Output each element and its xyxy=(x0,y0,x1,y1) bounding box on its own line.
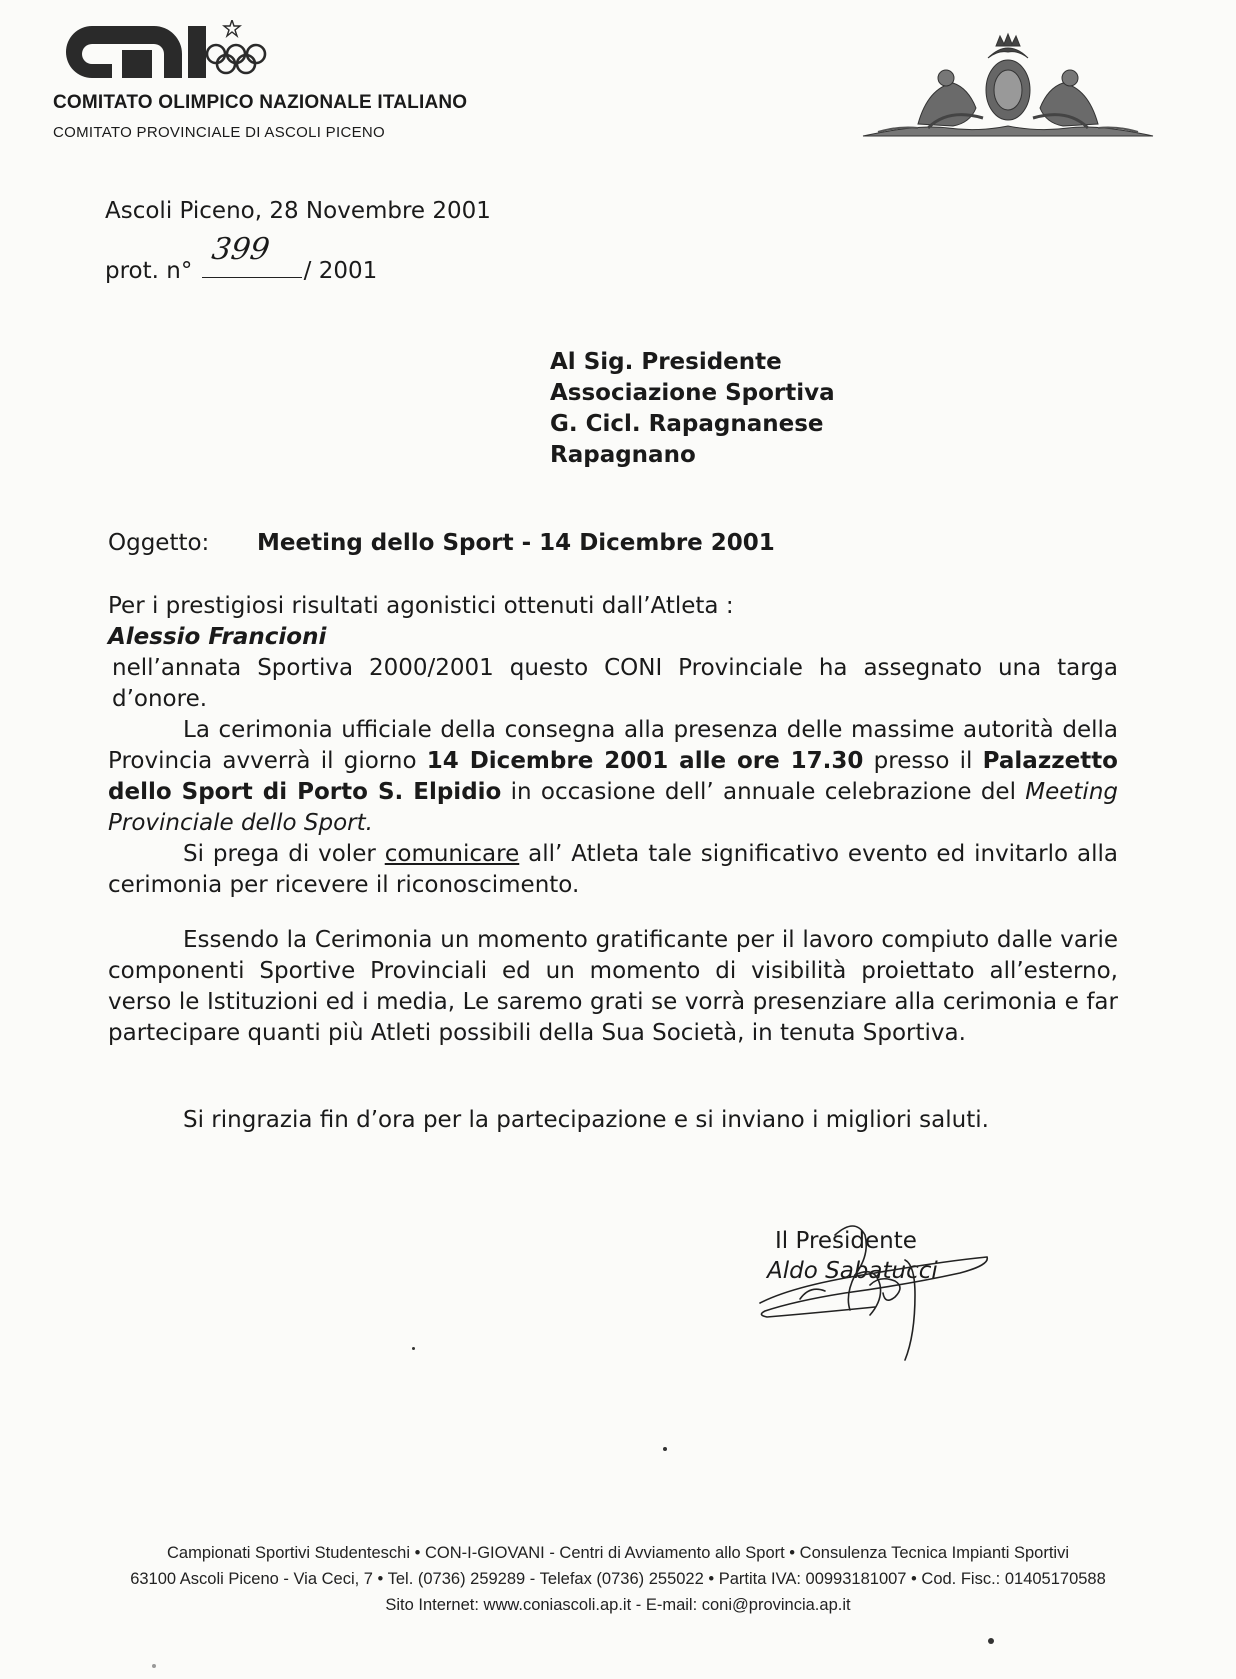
protocol-handwritten-number: 399 xyxy=(209,232,272,267)
paragraph-participation: Essendo la Cerimonia un momento gratificante per il lavoro compiuto dalle varie componenti Sportive Provinciali ed un momento di visibilità proiettato all’esterno, verso le Istituzioni ed i media, Le saremo grati se vorrà presenziare alla cerimonia e far partecipare quanti più Atleti possibili della Sua Società, in tenuta Sportiva. xyxy=(108,927,1118,1046)
ceremony-venue: Palazzetto dello Sport di Porto S. Elpidio xyxy=(108,748,1118,805)
ceremony-text: La cerimonia ufficiale della consegna alla presenza delle massime autorità della Provincia avverrà il giorno xyxy=(108,717,1118,774)
athlete-name: Alessio Francioni xyxy=(108,624,327,650)
organization-subtitle: COMITATO PROVINCIALE DI ASCOLI PICENO xyxy=(53,124,385,141)
protocol-number xyxy=(105,232,378,286)
signatory-title: Il Presidente xyxy=(775,1228,917,1254)
ceremony-datetime: 14 Dicembre 2001 alle ore 17.30 xyxy=(426,748,864,774)
scan-speck xyxy=(152,1664,156,1668)
recipient-line: Al Sig. Presidente xyxy=(550,349,782,375)
signatory-name: Aldo Sabatucci xyxy=(767,1258,938,1284)
recipient-line: Rapagnano xyxy=(550,442,696,468)
paragraph-request xyxy=(108,839,1118,901)
letter-date: Ascoli Piceno, 28 Novembre 2001 xyxy=(105,198,491,224)
footer-address: 63100 Ascoli Piceno - Via Ceci, 7 • Tel. (0736) 259289 - Telefax (0736) 255022 • Partita IVA: 00993181007 • Cod. Fisc.: 01405170588 xyxy=(130,1570,1106,1588)
scan-speck xyxy=(663,1447,667,1451)
paragraph-award: nell’annata Sportiva 2000/2001 questo CONI Provinciale ha assegnato una targa d’onore. xyxy=(112,655,1118,712)
scan-speck xyxy=(988,1638,994,1644)
organization-name: COMITATO OLIMPICO NAZIONALE ITALIANO xyxy=(53,92,468,113)
footer-web-contacts: Sito Internet: www.coniascoli.ap.it - E-mail: coni@provincia.ap.it xyxy=(385,1596,851,1614)
subject-title: Meeting dello Sport - 14 Dicembre 2001 xyxy=(257,530,775,556)
handwritten-signature-icon xyxy=(755,1215,1000,1365)
letterhead-footer xyxy=(40,1540,1196,1618)
protocol-number-field xyxy=(202,232,302,278)
ceremony-text: in occasione dell’ annuale celebrazione del xyxy=(501,779,1026,805)
request-text: all’ Atleta tale significativo evento ed invitarlo alla cerimonia per ricevere il riconoscimento. xyxy=(108,841,1118,898)
footer-services: Campionati Sportivi Studenteschi • CON-I-GIOVANI - Centri di Avviamento allo Sport • Consulenza Tecnica Impianti Sportivi xyxy=(166,1544,1070,1562)
ceremony-text: presso il xyxy=(863,748,983,774)
subject-label: Oggetto: xyxy=(108,530,210,556)
coni-logo-icon xyxy=(52,20,292,82)
recipient-line: G. Cicl. Rapagnanese xyxy=(550,411,824,437)
recipient-address xyxy=(550,347,835,471)
paragraph-ceremony xyxy=(108,715,1118,839)
ceremony-event-name: Meeting Provinciale dello Sport. xyxy=(108,779,1118,836)
letter-body-main xyxy=(108,591,1118,901)
recipient-line: Associazione Sportiva xyxy=(550,380,835,406)
paragraph-closing: Si ringrazia fin d’ora per la partecipazione e si inviano i migliori saluti. xyxy=(183,1107,989,1133)
subject-line xyxy=(108,530,775,556)
scan-speck xyxy=(412,1347,415,1350)
coat-of-arms-crest-icon xyxy=(858,28,1158,140)
protocol-suffix: / 2001 xyxy=(303,258,378,284)
protocol-prefix: prot. n° xyxy=(105,258,193,284)
paragraph-intro: Per i prestigiosi risultati agonistici ottenuti dall’Atleta : xyxy=(108,593,734,619)
request-underlined-word: comunicare xyxy=(384,841,520,867)
request-text: Si prega di voler xyxy=(183,841,385,867)
